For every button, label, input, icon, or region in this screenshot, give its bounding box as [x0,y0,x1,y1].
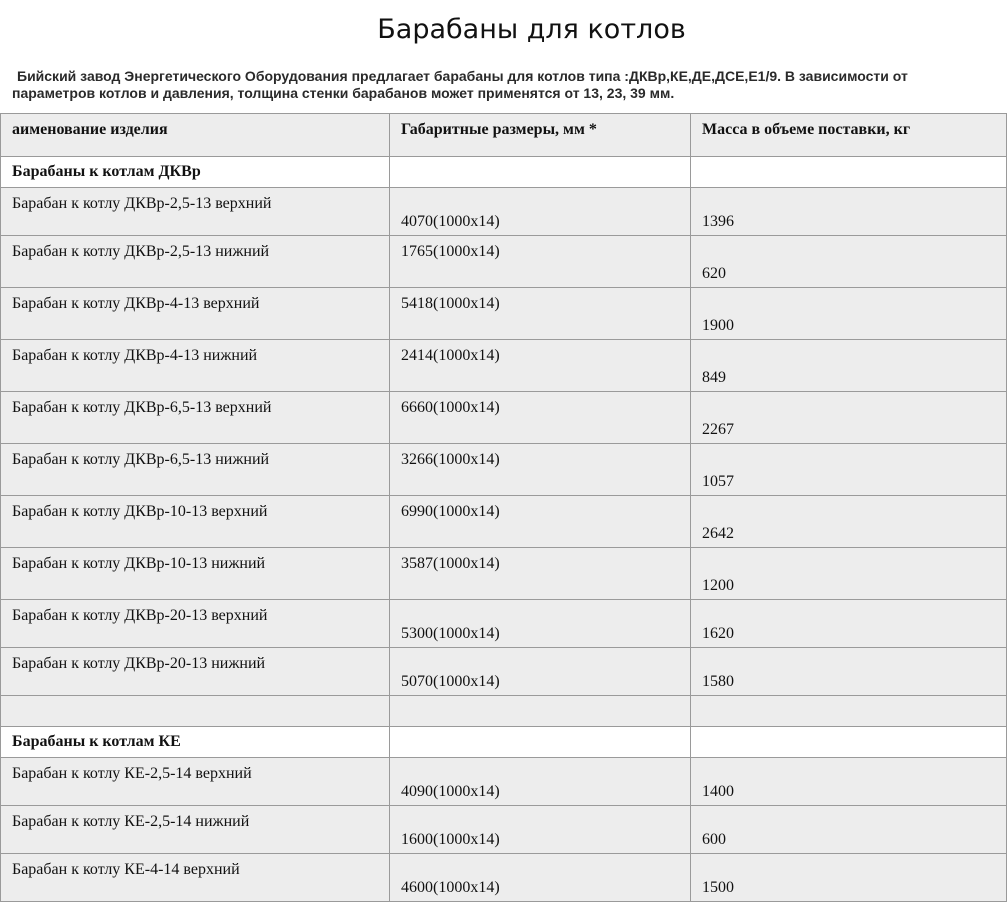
mass-cell: 1400 [691,758,1007,806]
section-empty-cell [691,157,1007,188]
dimensions-cell: 4600(1000x14) [390,854,691,902]
dimensions-cell: 5070(1000x14) [390,648,691,696]
table-row [1,288,1007,340]
mass-cell: 1900 [691,288,1007,340]
product-name-cell: Барабан к котлу ДКВр-2,5-13 нижний [1,236,390,288]
header-product-name: аименование изделия [1,114,390,157]
spacer-cell [1,696,390,727]
spacer-cell [390,696,691,727]
product-name-cell: Барабан к котлу КЕ-4-14 верхний [1,854,390,902]
mass-cell: 600 [691,806,1007,854]
section-empty-cell [390,727,691,758]
section-title: Барабаны к котлам КЕ [1,727,390,758]
mass-cell: 620 [691,236,1007,288]
section-empty-cell [390,157,691,188]
table-row [1,806,1007,854]
header-dimensions: Габаритные размеры, мм * [390,114,691,157]
intro-line-1: Бийский завод Энергетического Оборудования предлагает барабаны для котлов типа :ДКВр,КЕ,ДЕ,ДСЕ,Е1/9. В зависимости от [17,68,908,84]
dimensions-cell: 5300(1000x14) [390,600,691,648]
products-table [0,113,1007,902]
table-row [1,392,1007,444]
dimensions-cell: 2414(1000x14) [390,340,691,392]
product-name-cell: Барабан к котлу ДКВр-2,5-13 верхний [1,188,390,236]
header-mass: Масса в объеме поставки, кг [691,114,1007,157]
product-name-cell: Барабан к котлу ДКВр-6,5-13 верхний [1,392,390,444]
table-row [1,444,1007,496]
table-row [1,854,1007,902]
section-row-ke [1,727,1007,758]
product-name-cell: Барабан к котлу ДКВр-6,5-13 нижний [1,444,390,496]
product-name-cell: Барабан к котлу ДКВр-4-13 нижний [1,340,390,392]
product-name-cell: Барабан к котлу ДКВр-20-13 верхний [1,600,390,648]
table-row [1,340,1007,392]
dimensions-cell: 4070(1000x14) [390,188,691,236]
mass-cell: 1057 [691,444,1007,496]
dimensions-cell: 6660(1000x14) [390,392,691,444]
mass-cell: 2642 [691,496,1007,548]
dimensions-cell: 4090(1000x14) [390,758,691,806]
dimensions-cell: 3587(1000x14) [390,548,691,600]
dimensions-cell: 1600(1000x14) [390,806,691,854]
mass-cell: 1396 [691,188,1007,236]
mass-cell: 2267 [691,392,1007,444]
dimensions-cell: 6990(1000x14) [390,496,691,548]
table-row [1,188,1007,236]
mass-cell: 849 [691,340,1007,392]
spacer-row [1,696,1007,727]
mass-cell: 1620 [691,600,1007,648]
dimensions-cell: 5418(1000x14) [390,288,691,340]
product-name-cell: Барабан к котлу ДКВр-20-13 нижний [1,648,390,696]
table-row [1,236,1007,288]
product-name-cell: Барабан к котлу ДКВр-10-13 верхний [1,496,390,548]
table-row [1,496,1007,548]
product-name-cell: Барабан к котлу КЕ-2,5-14 верхний [1,758,390,806]
product-name-cell: Барабан к котлу ДКВр-4-13 верхний [1,288,390,340]
section-row-dkvr [1,157,1007,188]
dimensions-cell: 3266(1000x14) [390,444,691,496]
dimensions-cell: 1765(1000x14) [390,236,691,288]
mass-cell: 1580 [691,648,1007,696]
page-title: Барабаны для котлов [377,14,686,45]
section-title: Барабаны к котлам ДКВр [1,157,390,188]
table-row [1,548,1007,600]
spacer-cell [691,696,1007,727]
table-row [1,648,1007,696]
product-name-cell: Барабан к котлу КЕ-2,5-14 нижний [1,806,390,854]
table-row [1,600,1007,648]
product-name-cell: Барабан к котлу ДКВр-10-13 нижний [1,548,390,600]
intro-line-2: параметров котлов и давления, толщина стенки барабанов может применятся от 13, 23, 39 мм. [12,85,675,101]
intro-text [12,68,1002,102]
mass-cell: 1200 [691,548,1007,600]
table-row [1,758,1007,806]
section-empty-cell [691,727,1007,758]
mass-cell: 1500 [691,854,1007,902]
table-header-row [1,114,1007,157]
